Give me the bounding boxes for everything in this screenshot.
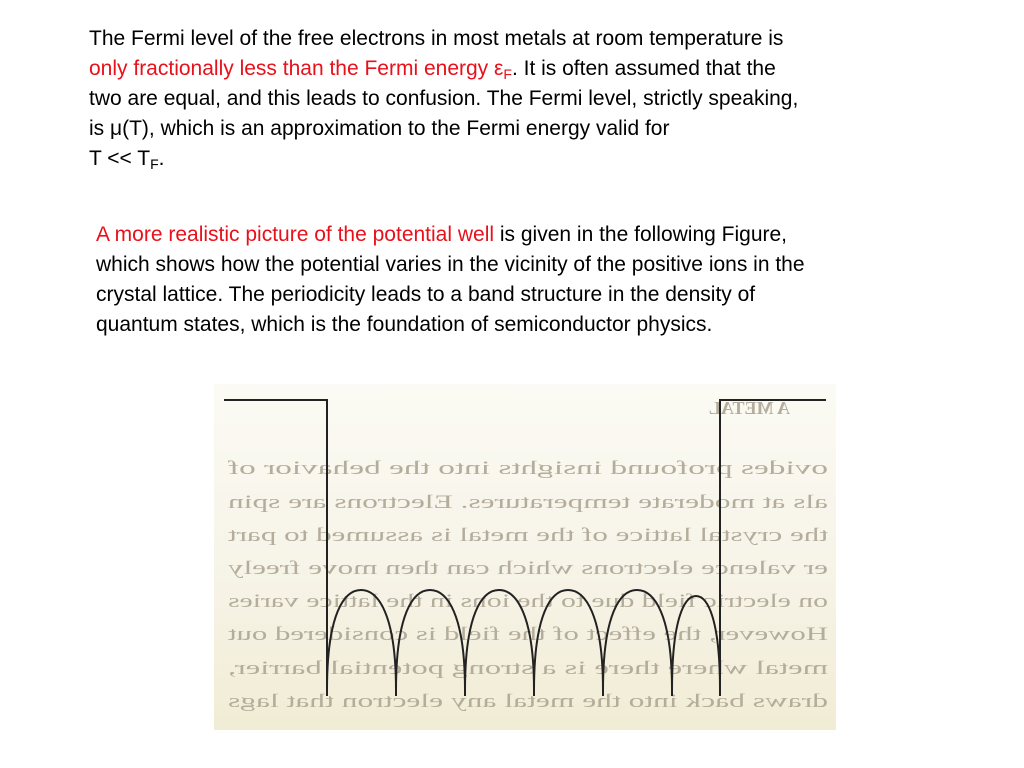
para2-line2: which shows how the potential varies in the vicinity of the positive ions in the <box>96 253 805 276</box>
para2-rest-line1: is given in the following Figure, <box>494 223 788 246</box>
bleed-line: er valence electrons which can then move freely <box>227 558 828 579</box>
para2-line3: crystal lattice. The periodicity leads to a band structure in the density of <box>96 283 756 306</box>
potential-well-svg <box>214 384 836 730</box>
potential-well-figure <box>214 384 836 730</box>
bleed-line: ovides profound insights into the behavior of <box>226 458 828 479</box>
para1-highlight-subscript: F <box>503 66 512 82</box>
para1-line5-start: T << T <box>89 147 151 170</box>
para1-after-highlight: . It is often assumed that the <box>511 57 776 80</box>
bleed-line: metal where there is a strong potential barrier, <box>228 658 828 679</box>
para1-line5-end: . <box>158 147 165 170</box>
bleed-line: on electric field due to the ions in the lattice varies <box>228 591 828 612</box>
para1-line5-subscript: F <box>150 156 159 172</box>
para2-highlight: A more realistic picture of the potential well <box>96 223 495 246</box>
para1-line3: two are equal, and this leads to confusion. The Fermi level, strictly speaking, <box>89 87 799 110</box>
para1-highlight <box>89 57 512 80</box>
paragraph-fermi-level <box>89 24 969 174</box>
bleed-line: als at moderate temperatures. Electrons are spin <box>227 492 828 513</box>
para2-line4: quantum states, which is the foundation of semiconductor physics. <box>96 313 713 336</box>
bleed-line: the crystal lattice of the metal is assumed to part <box>226 525 828 546</box>
para1-line4: is μ(T), which is an approximation to the Fermi energy valid for <box>89 117 670 140</box>
para1-highlight-text: only fractionally less than the Fermi energy ε <box>89 57 504 80</box>
para1-line1: The Fermi level of the free electrons in most metals at room temperature is <box>89 27 784 50</box>
bleed-line: draws back into the metal any electron that lags <box>228 691 828 712</box>
paragraph-potential-well <box>96 220 986 340</box>
bleed-line: However, the effect of the field is considered out <box>226 624 828 645</box>
bleed-title: A METAL <box>708 398 790 418</box>
